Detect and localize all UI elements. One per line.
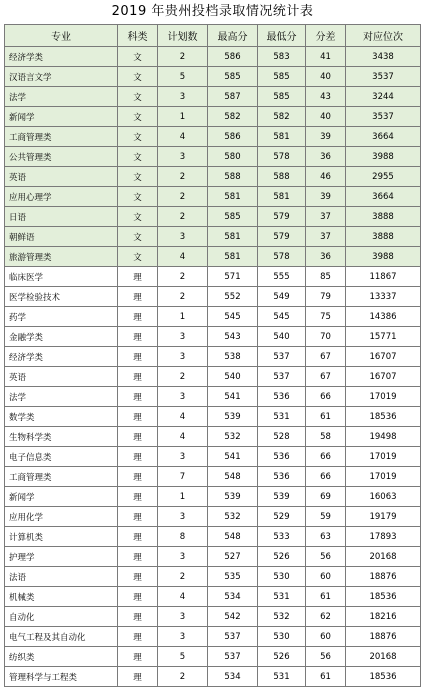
cell-rank: 3988: [346, 147, 421, 167]
cell-category: 文: [118, 107, 158, 127]
cell-rank: 18536: [346, 667, 421, 687]
cell-rank: 18876: [346, 627, 421, 647]
cell-max-score: 548: [208, 467, 258, 487]
cell-plan-count: 2: [158, 567, 208, 587]
cell-category: 文: [118, 227, 158, 247]
table-row: [5, 507, 421, 527]
cell-max-score: 537: [208, 647, 258, 667]
cell-min-score: 526: [258, 647, 306, 667]
cell-min-score: 536: [258, 447, 306, 467]
cell-max-score: 581: [208, 247, 258, 267]
cell-min-score: 537: [258, 347, 306, 367]
header-min-score: 最低分: [258, 25, 306, 47]
cell-max-score: 552: [208, 287, 258, 307]
cell-min-score: 531: [258, 667, 306, 687]
cell-max-score: 571: [208, 267, 258, 287]
cell-max-score: 548: [208, 527, 258, 547]
cell-score-diff: 61: [306, 587, 346, 607]
cell-category: 理: [118, 407, 158, 427]
cell-min-score: 533: [258, 527, 306, 547]
cell-major: 法学: [5, 87, 118, 107]
cell-rank: 16707: [346, 367, 421, 387]
cell-major: 临床医学: [5, 267, 118, 287]
cell-plan-count: 2: [158, 47, 208, 67]
admission-table: [4, 24, 421, 687]
cell-max-score: 541: [208, 387, 258, 407]
cell-plan-count: 3: [158, 227, 208, 247]
cell-major: 医学检验技术: [5, 287, 118, 307]
page-title: 2019 年贵州投档录取情况统计表: [111, 4, 314, 19]
cell-min-score: 585: [258, 87, 306, 107]
cell-min-score: 581: [258, 187, 306, 207]
cell-plan-count: 2: [158, 287, 208, 307]
cell-category: 理: [118, 607, 158, 627]
table-row: [5, 307, 421, 327]
cell-score-diff: 39: [306, 187, 346, 207]
cell-category: 文: [118, 207, 158, 227]
cell-category: 理: [118, 587, 158, 607]
cell-score-diff: 75: [306, 307, 346, 327]
cell-max-score: 532: [208, 507, 258, 527]
table-row: [5, 547, 421, 567]
cell-score-diff: 85: [306, 267, 346, 287]
cell-category: 理: [118, 267, 158, 287]
table-row: [5, 607, 421, 627]
cell-score-diff: 62: [306, 607, 346, 627]
cell-plan-count: 8: [158, 527, 208, 547]
table-row: [5, 427, 421, 447]
cell-max-score: 582: [208, 107, 258, 127]
cell-major: 计算机类: [5, 527, 118, 547]
cell-category: 理: [118, 447, 158, 467]
table-row: [5, 67, 421, 87]
cell-category: 理: [118, 527, 158, 547]
cell-rank: 16707: [346, 347, 421, 367]
cell-major: 机械类: [5, 587, 118, 607]
cell-rank: 18216: [346, 607, 421, 627]
cell-plan-count: 1: [158, 307, 208, 327]
cell-major: 经济学类: [5, 47, 118, 67]
cell-plan-count: 3: [158, 87, 208, 107]
cell-min-score: 530: [258, 627, 306, 647]
cell-category: 理: [118, 667, 158, 687]
cell-max-score: 580: [208, 147, 258, 167]
cell-category: 理: [118, 467, 158, 487]
cell-major: 护理学: [5, 547, 118, 567]
cell-min-score: 588: [258, 167, 306, 187]
cell-category: 文: [118, 167, 158, 187]
cell-rank: 3888: [346, 227, 421, 247]
cell-major: 工商管理类: [5, 127, 118, 147]
cell-max-score: 534: [208, 667, 258, 687]
cell-major: 药学: [5, 307, 118, 327]
cell-rank: 18536: [346, 587, 421, 607]
cell-major: 电子信息类: [5, 447, 118, 467]
cell-plan-count: 3: [158, 607, 208, 627]
cell-plan-count: 2: [158, 167, 208, 187]
cell-rank: 3438: [346, 47, 421, 67]
cell-major: 工商管理类: [5, 467, 118, 487]
table-row: [5, 387, 421, 407]
cell-plan-count: 4: [158, 427, 208, 447]
cell-score-diff: 43: [306, 87, 346, 107]
cell-rank: 16063: [346, 487, 421, 507]
cell-max-score: 534: [208, 587, 258, 607]
cell-rank: 3244: [346, 87, 421, 107]
cell-max-score: 585: [208, 207, 258, 227]
table-row: [5, 587, 421, 607]
cell-category: 理: [118, 567, 158, 587]
header-max-score: 最高分: [208, 25, 258, 47]
table-row: [5, 367, 421, 387]
cell-score-diff: 67: [306, 347, 346, 367]
cell-category: 理: [118, 307, 158, 327]
cell-rank: 3988: [346, 247, 421, 267]
cell-score-diff: 61: [306, 667, 346, 687]
cell-score-diff: 70: [306, 327, 346, 347]
cell-max-score: 540: [208, 367, 258, 387]
cell-category: 理: [118, 287, 158, 307]
cell-score-diff: 66: [306, 447, 346, 467]
cell-score-diff: 40: [306, 107, 346, 127]
cell-plan-count: 2: [158, 207, 208, 227]
cell-score-diff: 56: [306, 647, 346, 667]
cell-rank: 20168: [346, 547, 421, 567]
cell-min-score: 528: [258, 427, 306, 447]
table-row: [5, 327, 421, 347]
cell-max-score: 588: [208, 167, 258, 187]
table-row: [5, 47, 421, 67]
cell-min-score: 529: [258, 507, 306, 527]
cell-score-diff: 36: [306, 147, 346, 167]
cell-category: 文: [118, 67, 158, 87]
cell-min-score: 579: [258, 207, 306, 227]
cell-min-score: 581: [258, 127, 306, 147]
cell-category: 文: [118, 127, 158, 147]
cell-max-score: 581: [208, 187, 258, 207]
cell-major: 新闻学: [5, 107, 118, 127]
cell-min-score: 582: [258, 107, 306, 127]
cell-major: 英语: [5, 167, 118, 187]
cell-score-diff: 59: [306, 507, 346, 527]
table-row: [5, 347, 421, 367]
cell-min-score: 539: [258, 487, 306, 507]
cell-rank: 3537: [346, 67, 421, 87]
cell-max-score: 532: [208, 427, 258, 447]
cell-rank: 17019: [346, 387, 421, 407]
cell-major: 旅游管理类: [5, 247, 118, 267]
header-score-diff: 分差: [306, 25, 346, 47]
cell-category: 文: [118, 247, 158, 267]
cell-score-diff: 67: [306, 367, 346, 387]
cell-plan-count: 2: [158, 187, 208, 207]
table-header-row: [5, 25, 421, 47]
cell-major: 纺织类: [5, 647, 118, 667]
table-row: [5, 107, 421, 127]
table-row: [5, 667, 421, 687]
cell-rank: 3537: [346, 107, 421, 127]
cell-major: 经济学类: [5, 347, 118, 367]
cell-max-score: 587: [208, 87, 258, 107]
table-row: [5, 287, 421, 307]
cell-max-score: 537: [208, 627, 258, 647]
cell-min-score: 540: [258, 327, 306, 347]
cell-category: 理: [118, 427, 158, 447]
cell-rank: 3664: [346, 187, 421, 207]
cell-major: 自动化: [5, 607, 118, 627]
cell-category: 理: [118, 387, 158, 407]
cell-score-diff: 58: [306, 427, 346, 447]
cell-category: 理: [118, 487, 158, 507]
cell-max-score: 586: [208, 47, 258, 67]
header-major: 专业: [5, 25, 118, 47]
cell-max-score: 586: [208, 127, 258, 147]
cell-rank: 3664: [346, 127, 421, 147]
cell-max-score: 545: [208, 307, 258, 327]
cell-rank: 13337: [346, 287, 421, 307]
cell-min-score: 578: [258, 147, 306, 167]
cell-category: 理: [118, 647, 158, 667]
cell-major: 生物科学类: [5, 427, 118, 447]
cell-category: 文: [118, 47, 158, 67]
cell-major: 日语: [5, 207, 118, 227]
cell-min-score: 531: [258, 587, 306, 607]
cell-max-score: 542: [208, 607, 258, 627]
cell-major: 汉语言文学: [5, 67, 118, 87]
cell-plan-count: 3: [158, 547, 208, 567]
cell-min-score: 583: [258, 47, 306, 67]
cell-min-score: 530: [258, 567, 306, 587]
table-row: [5, 247, 421, 267]
cell-plan-count: 4: [158, 127, 208, 147]
cell-major: 管理科学与工程类: [5, 667, 118, 687]
cell-rank: 3888: [346, 207, 421, 227]
table-row: [5, 167, 421, 187]
cell-score-diff: 79: [306, 287, 346, 307]
cell-score-diff: 66: [306, 387, 346, 407]
cell-min-score: 585: [258, 67, 306, 87]
cell-plan-count: 4: [158, 407, 208, 427]
cell-plan-count: 3: [158, 347, 208, 367]
cell-score-diff: 40: [306, 67, 346, 87]
table-row: [5, 627, 421, 647]
table-row: [5, 487, 421, 507]
cell-score-diff: 46: [306, 167, 346, 187]
cell-min-score: 555: [258, 267, 306, 287]
cell-plan-count: 4: [158, 247, 208, 267]
cell-min-score: 545: [258, 307, 306, 327]
cell-category: 文: [118, 87, 158, 107]
cell-category: 文: [118, 187, 158, 207]
cell-plan-count: 1: [158, 107, 208, 127]
cell-category: 理: [118, 327, 158, 347]
cell-max-score: 541: [208, 447, 258, 467]
header-category: 科类: [118, 25, 158, 47]
cell-plan-count: 5: [158, 67, 208, 87]
cell-major: 公共管理类: [5, 147, 118, 167]
cell-score-diff: 39: [306, 127, 346, 147]
cell-plan-count: 4: [158, 587, 208, 607]
cell-score-diff: 37: [306, 227, 346, 247]
table-row: [5, 647, 421, 667]
cell-score-diff: 69: [306, 487, 346, 507]
cell-major: 应用心理学: [5, 187, 118, 207]
cell-plan-count: 7: [158, 467, 208, 487]
cell-category: 理: [118, 507, 158, 527]
cell-plan-count: 3: [158, 387, 208, 407]
cell-plan-count: 2: [158, 667, 208, 687]
table-row: [5, 187, 421, 207]
cell-rank: 11867: [346, 267, 421, 287]
table-row: [5, 527, 421, 547]
cell-rank: 18536: [346, 407, 421, 427]
cell-min-score: 531: [258, 407, 306, 427]
table-row: [5, 407, 421, 427]
cell-min-score: 536: [258, 467, 306, 487]
table-row: [5, 567, 421, 587]
cell-max-score: 585: [208, 67, 258, 87]
cell-major: 英语: [5, 367, 118, 387]
cell-max-score: 527: [208, 547, 258, 567]
cell-max-score: 538: [208, 347, 258, 367]
cell-score-diff: 63: [306, 527, 346, 547]
cell-min-score: 579: [258, 227, 306, 247]
cell-rank: 19498: [346, 427, 421, 447]
cell-category: 理: [118, 347, 158, 367]
cell-rank: 14386: [346, 307, 421, 327]
cell-rank: 20168: [346, 647, 421, 667]
cell-min-score: 532: [258, 607, 306, 627]
cell-min-score: 537: [258, 367, 306, 387]
cell-major: 电气工程及其自动化: [5, 627, 118, 647]
cell-rank: 2955: [346, 167, 421, 187]
cell-major: 新闻学: [5, 487, 118, 507]
table-row: [5, 87, 421, 107]
cell-score-diff: 41: [306, 47, 346, 67]
table-row: [5, 207, 421, 227]
cell-major: 法学: [5, 387, 118, 407]
cell-score-diff: 60: [306, 627, 346, 647]
cell-score-diff: 60: [306, 567, 346, 587]
cell-plan-count: 3: [158, 507, 208, 527]
cell-min-score: 578: [258, 247, 306, 267]
cell-plan-count: 2: [158, 367, 208, 387]
table-row: [5, 267, 421, 287]
cell-score-diff: 37: [306, 207, 346, 227]
cell-plan-count: 3: [158, 147, 208, 167]
cell-rank: 17893: [346, 527, 421, 547]
cell-min-score: 549: [258, 287, 306, 307]
cell-category: 理: [118, 547, 158, 567]
cell-min-score: 536: [258, 387, 306, 407]
cell-score-diff: 61: [306, 407, 346, 427]
cell-min-score: 526: [258, 547, 306, 567]
cell-major: 数学类: [5, 407, 118, 427]
cell-rank: 18876: [346, 567, 421, 587]
cell-category: 理: [118, 367, 158, 387]
cell-max-score: 539: [208, 407, 258, 427]
cell-score-diff: 56: [306, 547, 346, 567]
cell-category: 文: [118, 147, 158, 167]
cell-max-score: 543: [208, 327, 258, 347]
cell-max-score: 581: [208, 227, 258, 247]
cell-plan-count: 2: [158, 267, 208, 287]
cell-plan-count: 5: [158, 647, 208, 667]
cell-plan-count: 3: [158, 327, 208, 347]
cell-major: 金融学类: [5, 327, 118, 347]
cell-plan-count: 3: [158, 447, 208, 467]
table-row: [5, 467, 421, 487]
cell-category: 理: [118, 627, 158, 647]
table-row: [5, 227, 421, 247]
cell-rank: 15771: [346, 327, 421, 347]
cell-rank: 17019: [346, 447, 421, 467]
cell-score-diff: 36: [306, 247, 346, 267]
table-row: [5, 147, 421, 167]
cell-rank: 19179: [346, 507, 421, 527]
cell-major: 法语: [5, 567, 118, 587]
cell-max-score: 539: [208, 487, 258, 507]
table-row: [5, 447, 421, 467]
header-plan-count: 计划数: [158, 25, 208, 47]
cell-score-diff: 66: [306, 467, 346, 487]
table-row: [5, 127, 421, 147]
header-rank: 对应位次: [346, 25, 421, 47]
cell-major: 朝鲜语: [5, 227, 118, 247]
table-body: [5, 47, 421, 687]
cell-major: 应用化学: [5, 507, 118, 527]
cell-max-score: 535: [208, 567, 258, 587]
cell-plan-count: 1: [158, 487, 208, 507]
cell-plan-count: 3: [158, 627, 208, 647]
cell-rank: 17019: [346, 467, 421, 487]
